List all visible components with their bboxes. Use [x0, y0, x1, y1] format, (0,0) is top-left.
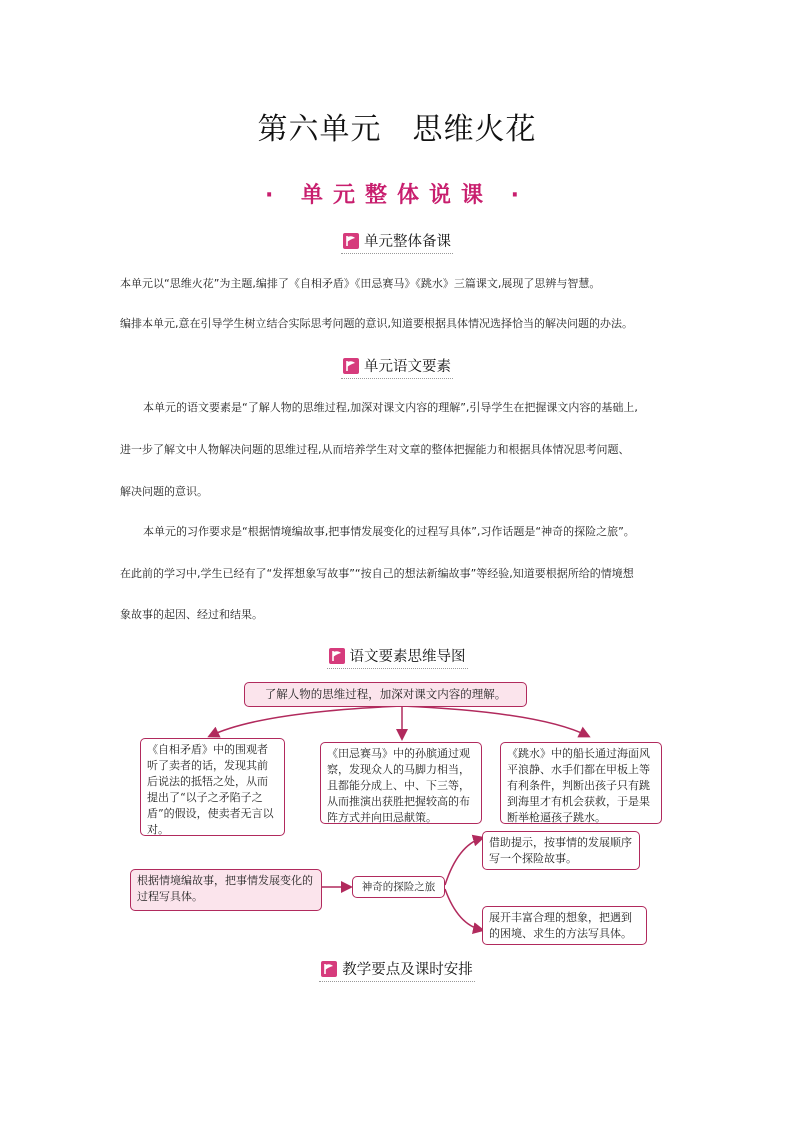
mindmap-branch-2: 《田忌赛马》中的孙膑通过观察，发现众人的马脚力相当，且都能分成上、中、下三等，从而推演出获胜把握较高的布阵方式并向田忌献策。 — [320, 742, 482, 824]
writing-tip-1: 借助提示，按事情的发展顺序写一个探险故事。 — [482, 831, 640, 870]
connector-line — [210, 706, 402, 736]
mindmap-branch-3: 《跳水》中的船长通过海面风平浪静、水手们都在甲板上等有利条件，判断出孩子只有跳到海里才有机会获救，于是果断举枪逼孩子跳水。 — [500, 742, 662, 824]
connector-line — [445, 889, 482, 930]
connector-line — [402, 706, 588, 736]
section-title: 语文要素思维导图 — [349, 649, 466, 665]
section-title: 教学要点及课时安排 — [342, 962, 473, 978]
section-heading-4 — [0, 958, 794, 982]
mindmap-root: 了解人物的思维过程，加深对课文内容的理解。 — [244, 682, 527, 707]
paragraph-line: 编排本单元,意在引导学生树立结合实际思考问题的意识,知道要根据具体情况选择恰当的解决问题的办法。 — [120, 317, 633, 330]
writing-tip-2: 展开丰富合理的想象，把遇到的困境、求生的方法写具体。 — [482, 906, 647, 945]
page-subtitle: · 单元整体说课 · — [264, 183, 530, 208]
section-title: 单元语文要素 — [364, 359, 451, 375]
section-title: 单元整体备课 — [364, 234, 451, 250]
paragraph-line: 本单元以“思维火花”为主题,编排了《自相矛盾》《田忌赛马》《跳水》三篇课文,展现了思辨与智慧。 — [120, 277, 601, 290]
paragraph-line: 象故事的起因、经过和结果。 — [120, 608, 263, 621]
paragraph-line: 进一步了解文中人物解决问题的思维过程,从而培养学生对文章的整体把握能力和根据具体情况思考问题、 — [120, 443, 630, 456]
writing-topic: 神奇的探险之旅 — [352, 876, 445, 898]
page-title: 第六单元 思维火花 — [257, 112, 537, 147]
section-flag-icon — [321, 961, 337, 977]
paragraph-line: 本单元的语文要素是“了解人物的思维过程,加深对课文内容的理解”,引导学生在把握课文内容的基础上, — [143, 401, 638, 414]
writing-requirement: 根据情境编故事，把事情发展变化的过程写具体。 — [130, 869, 322, 911]
paragraph-line: 解决问题的意识。 — [120, 485, 208, 498]
connector-line — [445, 838, 482, 885]
paragraph-line: 本单元的习作要求是“根据情境编故事,把事情发展变化的过程写具体”,习作话题是“神奇的探险之旅”。 — [143, 525, 635, 538]
mindmap-branch-1: 《自相矛盾》中的围观者听了卖者的话，发现其前后说法的抵牾之处，从而提出了“以子之矛陷子之盾”的假设，使卖者无言以对。 — [140, 738, 285, 836]
paragraph-line: 在此前的学习中,学生已经有了“发挥想象写故事”“按自己的想法新编故事”等经验,知道要根据所给的情境想 — [120, 567, 634, 580]
